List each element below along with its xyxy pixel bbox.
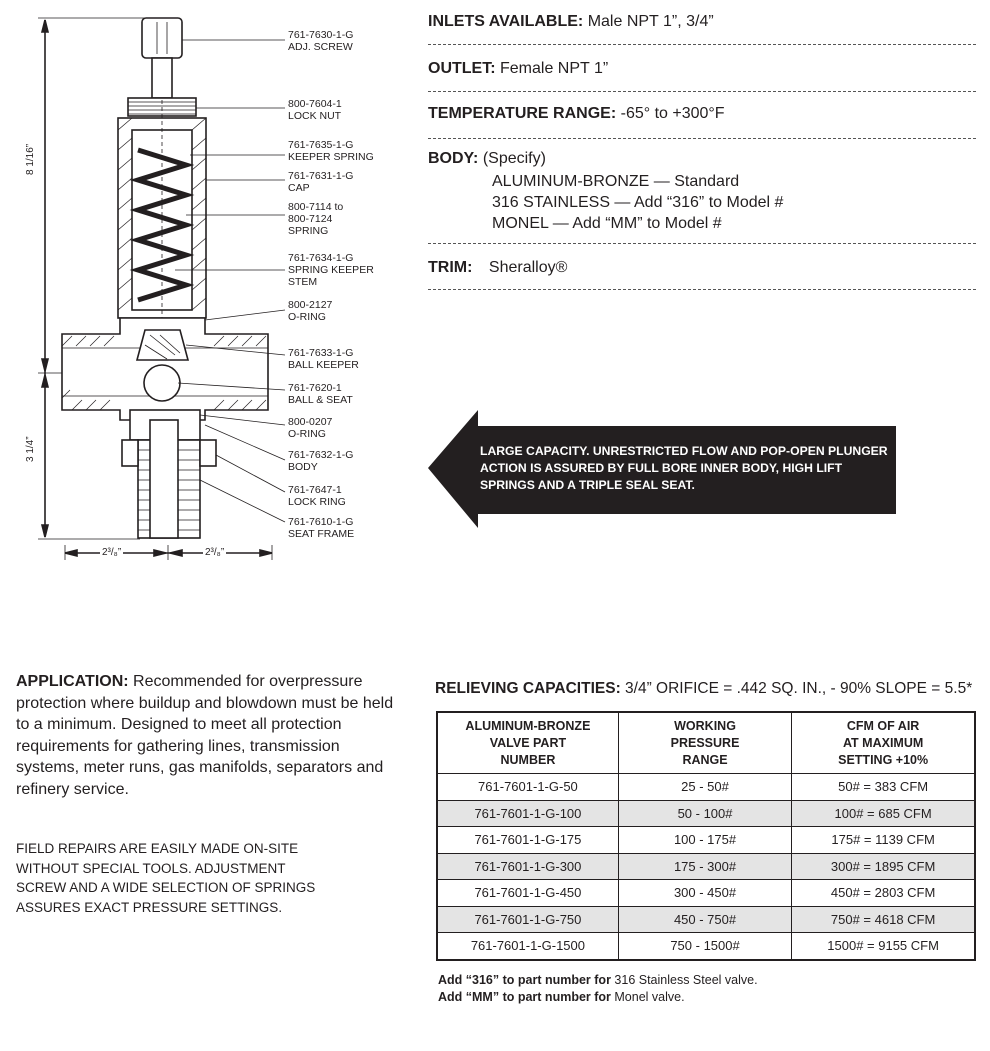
body-option: 316 STAINLESS — Add “316” to Model # — [492, 194, 784, 211]
callout-adj-screw: 761-7630-1-G ADJ. SCREW — [288, 29, 354, 53]
dimension-left-width: 2³/₈” — [102, 547, 122, 558]
callout-lock-ring: 761-7647-1 LOCK RING — [288, 484, 346, 508]
cell-pressure-range: 175 - 300# — [618, 853, 791, 880]
callout-o-ring-lower: 800-0207 O-RING — [288, 416, 333, 440]
column-header-pressure-range: WORKING PRESSURE RANGE — [618, 712, 791, 774]
callout-ball-keeper: 761-7633-1-G BALL KEEPER — [288, 347, 359, 371]
dimension-overall-height: 8 1/16” — [25, 143, 36, 175]
application-label: APPLICATION: — [16, 673, 129, 690]
divider — [428, 289, 976, 290]
spec-temperature: TEMPERATURE RANGE: -65° to +300°F — [428, 105, 725, 122]
cell-cfm: 300# = 1895 CFM — [792, 853, 975, 880]
divider — [428, 138, 976, 139]
dimension-lower-height: 3 1/4” — [25, 436, 36, 462]
callout-ball-seat: 761-7620-1 BALL & SEAT — [288, 382, 353, 406]
table-row — [437, 800, 975, 827]
cell-cfm: 50# = 383 CFM — [792, 774, 975, 801]
divider — [428, 91, 976, 92]
cell-part-number: 761-7601-1-G-50 — [437, 774, 618, 801]
table-row — [437, 906, 975, 933]
spec-inlets: INLETS AVAILABLE: Male NPT 1”, 3/4” — [428, 13, 714, 30]
cell-part-number: 761-7601-1-G-175 — [437, 827, 618, 854]
body-option: ALUMINUM-BRONZE — Standard — [492, 173, 740, 190]
spec-outlet: OUTLET: Female NPT 1” — [428, 60, 609, 77]
cell-cfm: 175# = 1139 CFM — [792, 827, 975, 854]
column-header-part-number: ALUMINUM-BRONZE VALVE PART NUMBER — [437, 712, 618, 774]
table-row — [437, 880, 975, 907]
callout-spring: 800-7114 to 800-7124 SPRING — [288, 201, 344, 237]
relieving-capacities-title: RELIEVING CAPACITIES: 3/4” ORIFICE = .442 SQ. IN., - 90% SLOPE = 5.5* — [435, 680, 973, 697]
cell-cfm: 450# = 2803 CFM — [792, 880, 975, 907]
cell-pressure-range: 450 - 750# — [618, 906, 791, 933]
callout-spring-keeper-stem: 761-7634-1-G SPRING KEEPER STEM — [288, 252, 374, 288]
divider — [428, 44, 976, 45]
callout-keeper-spring: 761-7635-1-G KEEPER SPRING — [288, 139, 374, 163]
cell-part-number: 761-7601-1-G-450 — [437, 880, 618, 907]
table-notes — [438, 972, 758, 1006]
body-options — [492, 171, 783, 234]
dimension-right-width: 2³/₈” — [205, 547, 225, 558]
table-row — [437, 827, 975, 854]
table-header-row — [437, 712, 975, 774]
cell-part-number: 761-7601-1-G-750 — [437, 906, 618, 933]
callout-cap: 761-7631-1-G CAP — [288, 170, 354, 194]
spec-trim: TRIM: Sheralloy® — [428, 259, 568, 276]
table-row — [437, 933, 975, 960]
table-row — [437, 853, 975, 880]
banner-text: LARGE CAPACITY. UNRESTRICTED FLOW AND POP-OPEN PLUNGER ACTION IS ASSURED BY FULL BORE INNER BODY, HIGH LIFT SPRINGS AND A TRIPLE SEAL SEAT. — [480, 444, 888, 492]
cell-part-number: 761-7601-1-G-300 — [437, 853, 618, 880]
note-316: Add “316” to part number for 316 Stainless Steel valve. — [438, 973, 758, 987]
cell-pressure-range: 50 - 100# — [618, 800, 791, 827]
cell-cfm: 750# = 4618 CFM — [792, 906, 975, 933]
divider — [428, 243, 976, 244]
callout-o-ring-upper: 800-2127 O-RING — [288, 299, 333, 323]
application-text: Recommended for overpressure protection where buildup and blowdown must be held to a minimum. Designed to meet all protection requirements for gathering lines, transmission systems, meter runs, gas manifolds, separators and refinery service. — [16, 673, 394, 798]
cell-pressure-range: 25 - 50# — [618, 774, 791, 801]
cell-cfm: 1500# = 9155 CFM — [792, 933, 975, 960]
callout-lock-nut: 800-7604-1 LOCK NUT — [288, 98, 342, 122]
callout-body: 761-7632-1-G BODY — [288, 449, 354, 473]
column-header-cfm: CFM OF AIR AT MAXIMUM SETTING +10% — [792, 712, 975, 774]
callout-seat-frame: 761-7610-1-G SEAT FRAME — [288, 516, 355, 540]
application-paragraph — [16, 671, 396, 800]
cell-part-number: 761-7601-1-G-1500 — [437, 933, 618, 960]
cell-part-number: 761-7601-1-G-100 — [437, 800, 618, 827]
cell-pressure-range: 750 - 1500# — [618, 933, 791, 960]
spec-body: BODY: (Specify) — [428, 150, 546, 167]
cell-pressure-range: 100 - 175# — [618, 827, 791, 854]
cell-pressure-range: 300 - 450# — [618, 880, 791, 907]
field-repairs-paragraph: FIELD REPAIRS ARE EASILY MADE ON-SITE WITHOUT SPECIAL TOOLS. ADJUSTMENT SCREW AND A WIDE SELECTION OF SPRINGS ASSURES EXACT PRESSURE SETTINGS. — [16, 841, 316, 915]
table-row — [437, 774, 975, 801]
body-option: MONEL — Add “MM” to Model # — [492, 215, 722, 232]
capacity-table — [436, 711, 976, 961]
note-mm: Add “MM” to part number for Monel valve. — [438, 990, 685, 1004]
cell-cfm: 100# = 685 CFM — [792, 800, 975, 827]
